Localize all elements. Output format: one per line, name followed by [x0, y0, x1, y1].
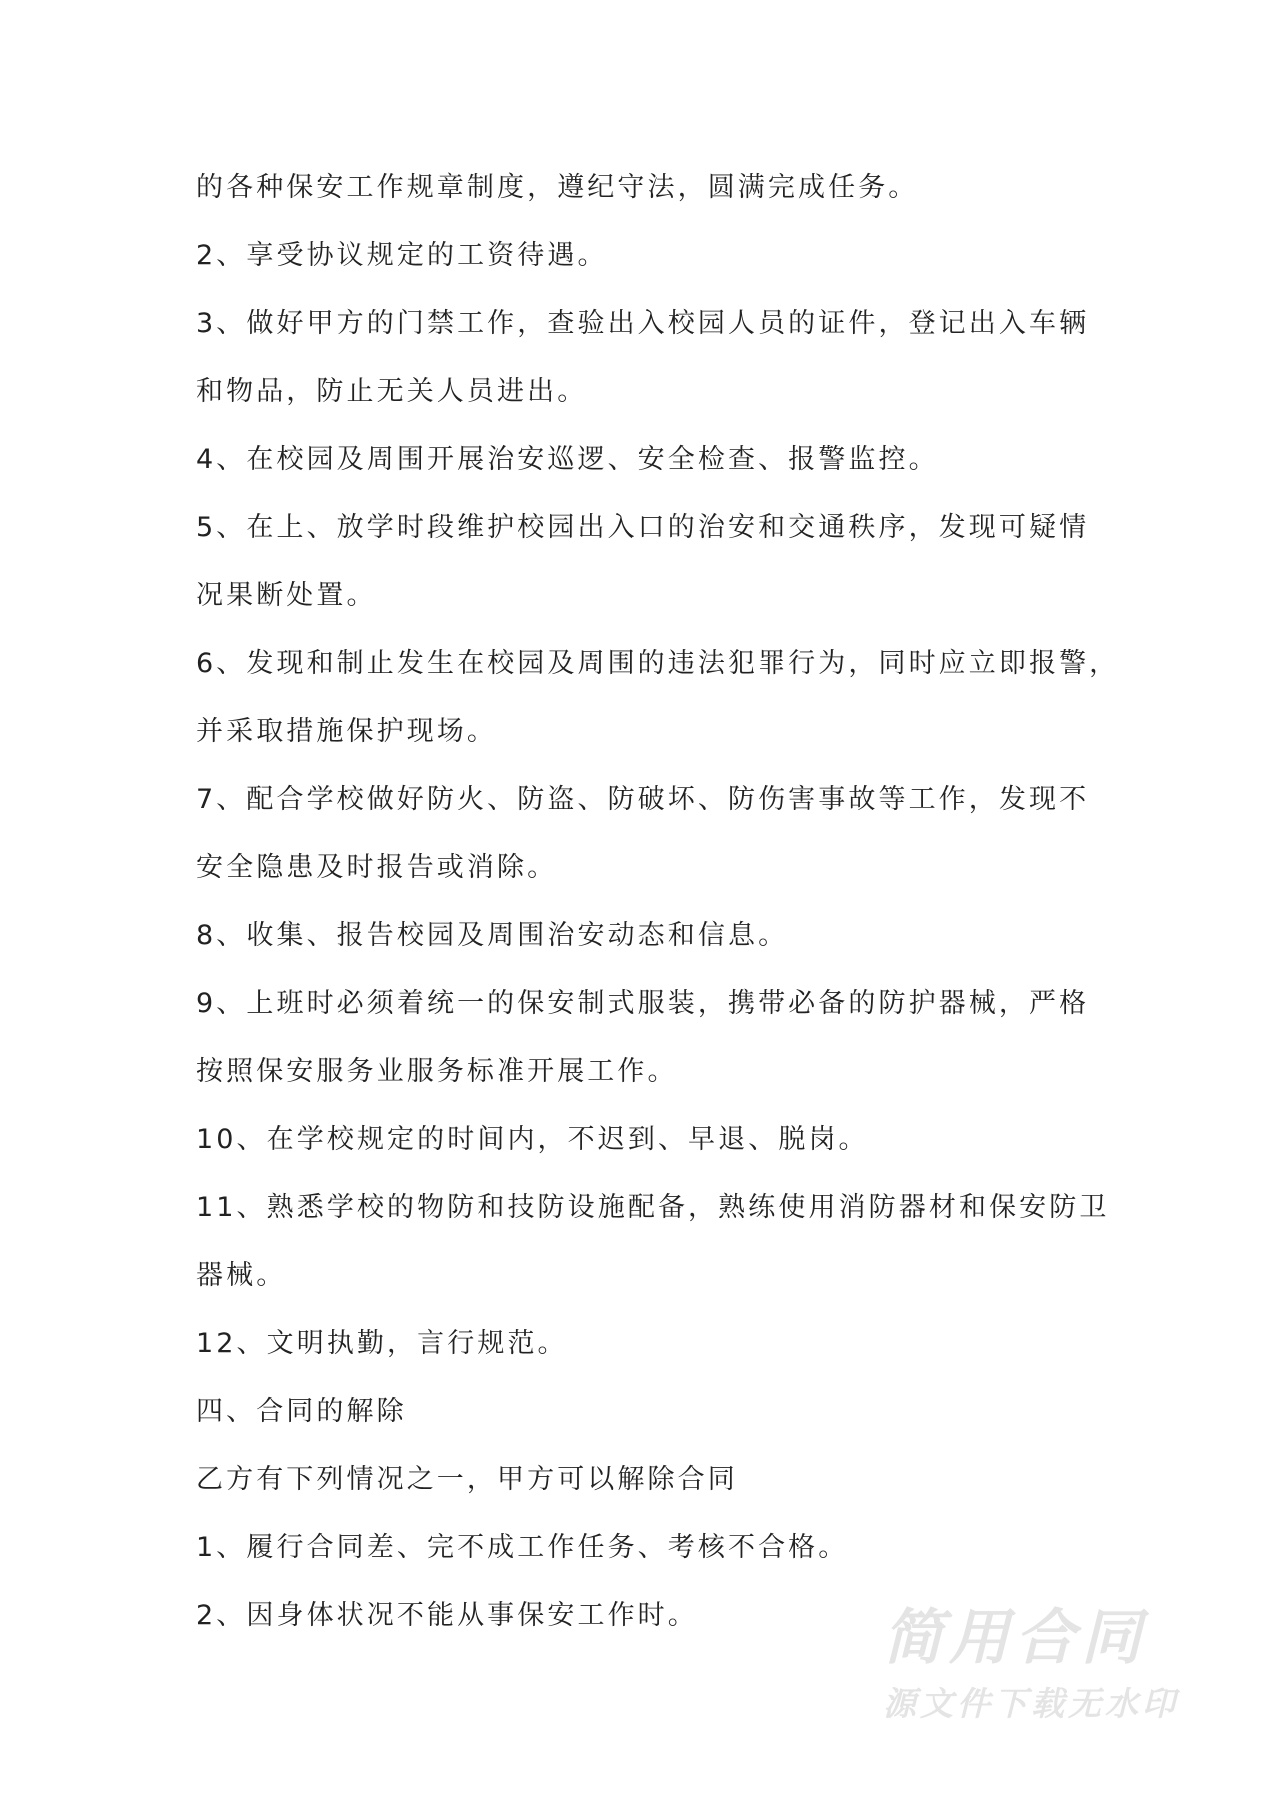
section-heading: 四、合同的解除 [196, 1396, 407, 1427]
text-line: 5、在上、放学时段维护校园出入口的治安和交通秩序，发现可疑情 [196, 512, 1090, 543]
text-line: 的各种保安工作规章制度，遵纪守法，圆满完成任务。 [196, 172, 919, 203]
text-line: 2、享受协议规定的工资待遇。 [196, 240, 608, 271]
text-line: 安全隐患及时报告或消除。 [196, 852, 558, 883]
text-line: 10、在学校规定的时间内，不迟到、早退、脱岗。 [196, 1124, 869, 1155]
text-line: 器械。 [196, 1260, 287, 1291]
text-line: 按照保安服务业服务标准开展工作。 [196, 1056, 678, 1087]
document-body [196, 166, 1120, 1662]
text-line: 9、上班时必须着统一的保安制式服装，携带必备的防护器械，严格 [196, 988, 1090, 1019]
text-line: 8、收集、报告校园及周围治安动态和信息。 [196, 920, 789, 951]
text-line: 7、配合学校做好防火、防盗、防破坏、防伤害事故等工作，发现不 [196, 784, 1090, 815]
text-line: 乙方有下列情况之一，甲方可以解除合同 [196, 1464, 738, 1495]
watermark-subtitle: 源文件下载无水印 [883, 1684, 1179, 1723]
text-line: 和物品，防止无关人员进出。 [196, 376, 588, 407]
watermark-title: 简用合同 [883, 1603, 1147, 1673]
text-line: 1、履行合同差、完不成工作任务、考核不合格。 [196, 1532, 849, 1563]
text-line: 4、在校园及周围开展治安巡逻、安全检查、报警监控。 [196, 444, 939, 475]
text-line: 2、因身体状况不能从事保安工作时。 [196, 1600, 698, 1631]
text-line: 3、做好甲方的门禁工作，查验出入校园人员的证件，登记出入车辆 [196, 308, 1090, 339]
text-line: 11、熟悉学校的物防和技防设施配备，熟练使用消防器材和保安防卫 [196, 1192, 1110, 1223]
text-line: 6、发现和制止发生在校园及周围的违法犯罪行为，同时应立即报警， [196, 648, 1120, 679]
text-line: 并采取措施保护现场。 [196, 716, 497, 747]
text-line: 况果断处置。 [196, 580, 377, 611]
text-line: 12、文明执勤，言行规范。 [196, 1328, 568, 1359]
